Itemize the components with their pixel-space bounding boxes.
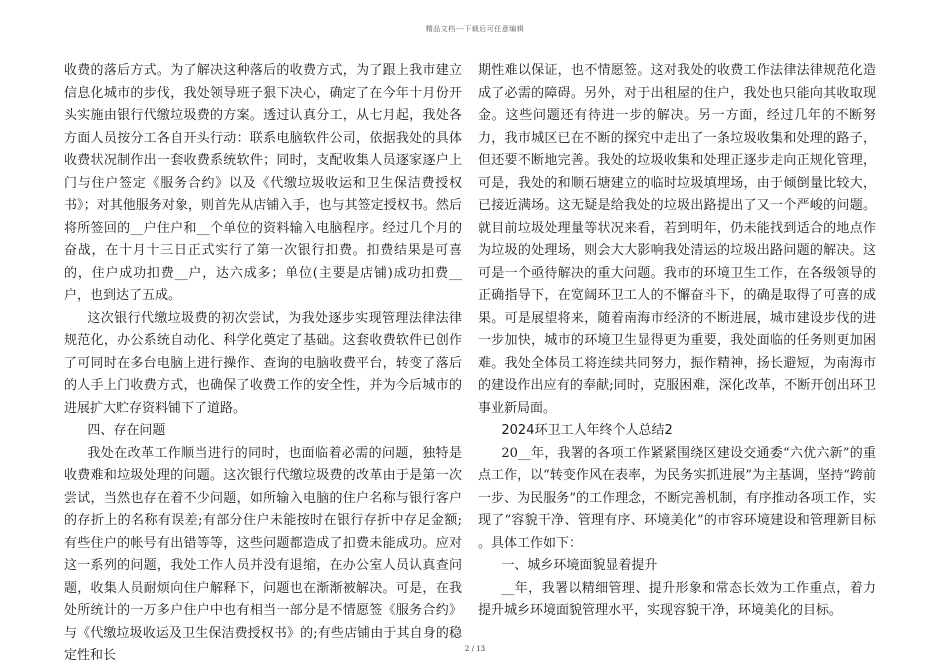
paragraph: 收费的落后方式。为了解决这种落后的收费方式，为了跟上我市建立信息化城市的步伐，我处领导班子狠下决心，确定了在今年十月份开头实施由银行代缴垃圾费的方案。透过认真分工，从七月起，我处各方面人员按分工各自开头行动：联系电脑软件公司，依据我处的具体收费状况制作出一套收费系统软件；同时，支配收集人员逐家逐户上门与住户签定《服务合约》以及《代缴垃圾收运和卫生保洁费授权书》；对其他服务对象，则首先从店铺入手，也与其签定授权书。然后将所签回的__户住户和__个单位的资料输入电脑程序。经过几个月的奋战，在十月十三日正式实行了第一次银行扣费。扣费结果是可喜的，住户成功扣费__户，达六成多；单位(主要是店铺)成功扣费__户，也到达了五成。 [64,63,462,303]
paragraph: 我处在改革工作顺当进行的同时，也面临着必需的问题，独特是收费难和垃圾处理的问题。这次银行代缴垃圾费的改革由于是第一次尝试，当然也存在着不少问题，如所输入电脑的住户名称与银行客户的存折上的名称有误差;有部分住户未能按时在银行存折中存足金额;有些住户的帐号有出错等等，这些问题都造成了扣费未能成功。应对这一系列的问题，我处工作人员并没有退缩，在办公室人员认真查问题，收集人员耐烦向住户解释下，问题也在渐渐被解决。可是，在我处所统计的一万多户住户中也有相当一部分是不情愿签《服务合约》与《代缴垃圾收运及卫生保洁费授权书》的;有些店铺由于其自身的稳定性和长 [64,445,462,663]
paragraph: 期性难以保证，也不情愿签。这对我处的收费工作法律法律规范化造成了必需的障碍。另外，对于出租屋的住户，我处也只能向其收取现金。这些问题还有待进一步的解决。另一方面，经过几年的不断努力，我市城区已在不断的探究中走出了一条垃圾收集和处理的路子，但还要不断地完善。我处的垃圾收集和处理正逐步走向正规化管理，可是，我处的和顺石塘建立的临时垃圾填埋场，由于倾倒量比较大，已接近满场。这无疑是给我处的垃圾出路提出了又一个严峻的问题。就目前垃圾处理量等状况来看，若到明年，仍未能找到适合的地点作为垃圾的处理场，则会大大影响我处清运的垃圾出路问题的解决。这可是一个亟待解决的重大问题。我市的环境卫生工作，在各级领导的正确指导下，在宽阔环卫工人的不懈奋斗下，的确是取得了可喜的成果。可是展望将来，随着南海市经济的不断进展，城市建设步伐的进一步加快，城市的环境卫生显得更为重要，我处面临的任务则更加困难。我处全体员工将连续共同努力，振作精神，扬长避短，为南海市的建设作出应有的奉献;同时，克服困难，深化改革，不断开创出环卫事业新局面。 [478,63,876,416]
paragraph: __年，我署以精细管理、提升形象和常态长效为工作重点，着力提升城乡环境面貌管理水平，实现容貌干净，环境美化的目标。 [478,580,876,618]
page-number: 2 / 13 [464,645,486,653]
right-column [478,60,876,623]
paragraph: 20__年，我署的各项工作紧紧围绕区建设交通委“六优六新”的重点工作，以“转变作风在表率，为民务实抓进展”为主基调，坚持“跨前一步、为民服务”的工作理念，不断完善机制，有序推动各项工作，实现了“容貌干净、管理有序、环境美化”的市容环境建设和管理新目标 。具体工作如下： [478,445,876,551]
document-title: 2024环卫工人年终个人总结2 [501,423,673,438]
paragraph: 这次银行代缴垃圾费的初次尝试，为我处逐步实现管理法律法律规范化，办公系统自动化、科学化奠定了基础。这套收费软件已创作了可同时在多台电脑上进行操作、查询的电脑收费平台，转变了落后的人手上门收费方式，也确保了收费工作的安全性，并为今后城市的进展扩大贮存资料铺下了道路。 [64,310,462,416]
page-header: 精品文档---下载后可任意编辑 [425,25,525,33]
left-column [64,60,462,668]
section-heading: 四、存在问题 [87,423,166,438]
section-heading: 一、城乡环境面貌显着提升 [501,558,658,573]
